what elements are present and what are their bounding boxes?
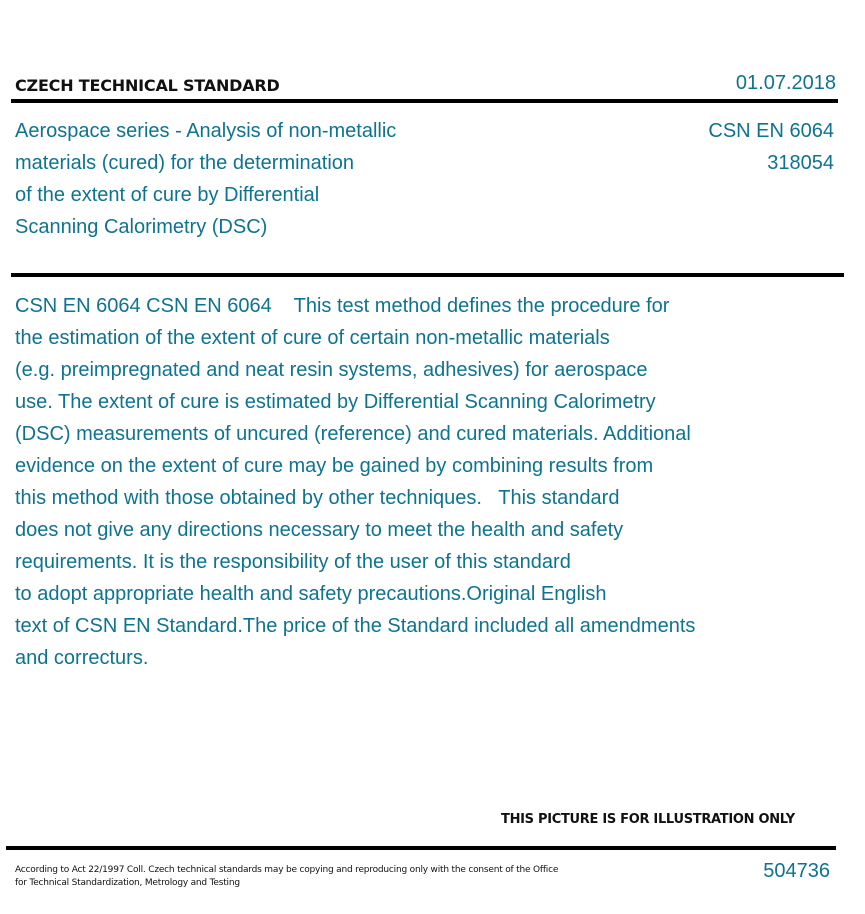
document-number: 504736 <box>763 860 830 882</box>
legal-line: for Technical Standardization, Metrology and Testing <box>15 878 240 888</box>
title-line: Aerospace series - Analysis of non-metallic <box>15 120 397 142</box>
standard-title <box>15 115 396 243</box>
legal-notice <box>15 864 558 890</box>
footer-divider <box>6 846 836 850</box>
abstract-line: requirements. It is the responsibility of the user of this standard <box>15 551 571 573</box>
abstract-line: (e.g. preimpregnated and neat resin systems, adhesives) for aerospace <box>15 359 648 381</box>
abstract-line: this method with those obtained by other techniques. This standard <box>15 487 620 509</box>
abstract-line: text of CSN EN Standard.The price of the Standard included all amendments <box>15 615 696 637</box>
abstract-line: to adopt appropriate health and safety precautions.Original English <box>15 583 607 605</box>
standard-code: CSN EN 6064 <box>708 120 834 142</box>
abstract-line: the estimation of the extent of cure of certain non-metallic materials <box>15 327 610 349</box>
document-type-label: CZECH TECHNICAL STANDARD <box>15 76 280 95</box>
legal-line: According to Act 22/1997 Coll. Czech technical standards may be copying and reproducing only with the consent of the Office <box>15 865 559 875</box>
title-line: of the extent of cure by Differential <box>15 184 320 206</box>
abstract-line: CSN EN 6064 CSN EN 6064 This test method defines the procedure for <box>15 295 670 317</box>
catalog-number: 318054 <box>767 152 834 174</box>
title-line: Scanning Calorimetry (DSC) <box>15 216 268 238</box>
standard-codes <box>708 115 834 179</box>
illustration-disclaimer: THIS PICTURE IS FOR ILLUSTRATION ONLY <box>501 812 795 827</box>
abstract-line: use. The extent of cure is estimated by Differential Scanning Calorimetry <box>15 391 656 413</box>
title-divider <box>11 273 844 277</box>
abstract-line: and correcturs. <box>15 647 149 669</box>
abstract-line: evidence on the extent of cure may be gained by combining results from <box>15 455 654 477</box>
publication-date: 01.07.2018 <box>735 72 836 94</box>
header-divider <box>11 99 838 103</box>
abstract-line: does not give any directions necessary to meet the health and safety <box>15 519 624 541</box>
standard-abstract <box>15 290 695 674</box>
abstract-line: (DSC) measurements of uncured (reference) and cured materials. Additional <box>15 423 691 445</box>
title-line: materials (cured) for the determination <box>15 152 355 174</box>
